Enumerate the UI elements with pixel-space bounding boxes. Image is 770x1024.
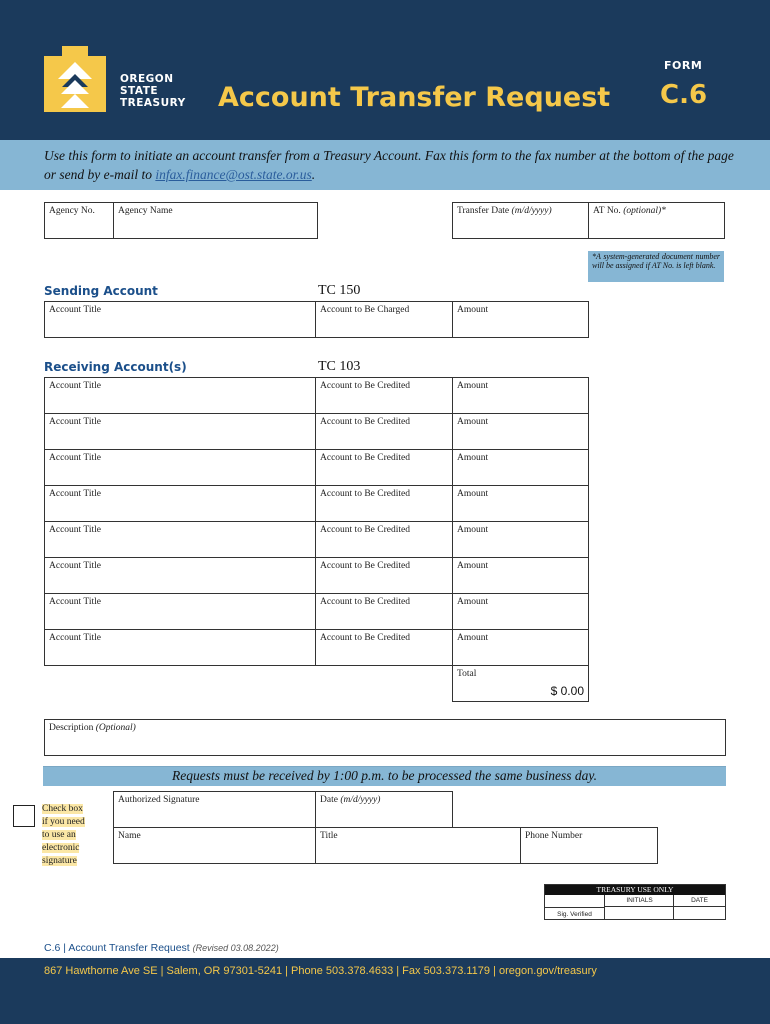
signature-date-field[interactable] [315, 791, 453, 828]
receiving-account-title-field[interactable] [44, 485, 319, 522]
sig-verified-label: Sig. Verified [545, 907, 604, 919]
account-to-be-credited-label: Account to Be Credited [320, 597, 410, 607]
sending-tc-code: TC 150 [318, 283, 361, 298]
receiving-account-title-label: Account Title [49, 633, 101, 643]
receiving-amount-field[interactable] [452, 377, 589, 414]
transfer-date-hint: (m/d/yyyy) [511, 206, 552, 216]
receiving-amount-field[interactable] [452, 413, 589, 450]
authorized-signature-field[interactable] [113, 791, 319, 828]
account-to-be-credited-field[interactable] [315, 449, 453, 486]
account-to-be-credited-label: Account to Be Credited [320, 417, 410, 427]
checkbox-note-text: Check box if you need to use an electronic signature [42, 804, 85, 866]
signature-date-label [320, 795, 380, 805]
receiving-account-title-label: Account Title [49, 561, 101, 571]
receiving-amount-label: Amount [457, 453, 489, 463]
account-to-be-credited-label: Account to Be Credited [320, 381, 410, 391]
transfer-date-label-text: Transfer Date [457, 206, 510, 216]
phone-number-field[interactable] [520, 827, 658, 864]
name-field[interactable] [113, 827, 319, 864]
receiving-account-title-field[interactable] [44, 449, 319, 486]
org-name-line3: TREASURY [120, 97, 186, 109]
org-name-line1: OREGON [120, 73, 174, 85]
agency-no-label: Agency No. [49, 206, 95, 216]
agency-no-field[interactable] [44, 202, 114, 239]
account-to-be-credited-field[interactable] [315, 521, 453, 558]
receiving-amount-label: Amount [457, 525, 489, 535]
account-to-be-credited-field[interactable] [315, 629, 453, 666]
signature-date-label-text: Date [320, 795, 338, 805]
total-value: $ 0.00 [550, 684, 584, 698]
form-label: FORM [664, 59, 703, 72]
transfer-date-field[interactable] [452, 202, 589, 239]
account-to-be-credited-field[interactable] [315, 413, 453, 450]
email-link[interactable]: infax.finance@ost.state.or.us [155, 167, 312, 182]
receiving-amount-label: Amount [457, 417, 489, 427]
total-field[interactable] [452, 665, 589, 702]
treasury-initials-header: INITIALS [604, 895, 674, 907]
revised-date: (Revised 03.08.2022) [192, 943, 279, 953]
account-to-be-charged-label: Account to Be Charged [320, 305, 410, 315]
receiving-account-title-label: Account Title [49, 381, 101, 391]
account-to-be-credited-label: Account to Be Credited [320, 489, 410, 499]
description-label-text: Description [49, 723, 94, 733]
receiving-account-title-field[interactable] [44, 629, 319, 666]
account-to-be-credited-label: Account to Be Credited [320, 561, 410, 571]
sending-account-title-label: Account Title [49, 305, 101, 315]
sending-amount-label: Amount [457, 305, 489, 315]
receiving-amount-label: Amount [457, 633, 489, 643]
account-to-be-credited-label: Account to Be Credited [320, 633, 410, 643]
receiving-amount-label: Amount [457, 381, 489, 391]
description-hint: (Optional) [95, 723, 136, 733]
form-reference-text: C.6 | Account Transfer Request [44, 942, 190, 954]
description-label [49, 723, 136, 733]
receiving-account-title-field[interactable] [44, 521, 319, 558]
title-label: Title [320, 831, 338, 841]
receiving-account-title-label: Account Title [49, 489, 101, 499]
at-no-hint: (optional)* [623, 206, 666, 216]
receiving-account-title-label: Account Title [49, 597, 101, 607]
form-title: Account Transfer Request [218, 82, 611, 113]
total-label: Total [457, 669, 477, 679]
receiving-amount-label: Amount [457, 561, 489, 571]
receiving-amount-field[interactable] [452, 629, 589, 666]
org-name-line2: STATE [120, 85, 159, 97]
intro-text-before: Use this form to initiate an account transfer from a Treasury Account. Fax this form to the fax number at the bottom of the page or send by e-mail to [44, 148, 734, 182]
receiving-account-title-field[interactable] [44, 557, 319, 594]
account-to-be-credited-field[interactable] [315, 485, 453, 522]
intro-text-after: . [311, 167, 316, 182]
receiving-amount-field[interactable] [452, 557, 589, 594]
receiving-account-title-field[interactable] [44, 593, 319, 630]
treasury-date-cell[interactable] [673, 907, 725, 919]
description-field[interactable] [44, 719, 726, 756]
account-to-be-credited-field[interactable] [315, 557, 453, 594]
transfer-date-label [457, 206, 552, 216]
org-name [120, 73, 186, 109]
electronic-signature-checkbox[interactable] [13, 805, 35, 827]
receiving-account-title-field[interactable] [44, 377, 319, 414]
receiving-account-title-label: Account Title [49, 417, 101, 427]
authorized-signature-label: Authorized Signature [118, 795, 200, 805]
receiving-amount-field[interactable] [452, 449, 589, 486]
account-to-be-charged-field[interactable] [315, 301, 453, 338]
title-field[interactable] [315, 827, 521, 864]
receiving-account-title-label: Account Title [49, 525, 101, 535]
account-to-be-credited-field[interactable] [315, 377, 453, 414]
signature-date-hint: (m/d/yyyy) [340, 795, 381, 805]
account-to-be-credited-label: Account to Be Credited [320, 525, 410, 535]
form-number: C.6 [660, 80, 708, 110]
phone-number-label: Phone Number [525, 831, 583, 841]
treasury-initials-cell[interactable] [604, 907, 674, 919]
sending-account-title-field[interactable] [44, 301, 319, 338]
header-banner [0, 0, 770, 140]
account-to-be-credited-label: Account to Be Credited [320, 453, 410, 463]
treasury-use-box [544, 884, 726, 920]
footer-address: 867 Hawthorne Ave SE | Salem, OR 97301-5241 | Phone 503.378.4633 | Fax 503.373.1179 | oregon.gov/treasury [44, 965, 597, 977]
receiving-amount-field[interactable] [452, 485, 589, 522]
account-to-be-credited-field[interactable] [315, 593, 453, 630]
form-reference [44, 942, 279, 954]
agency-name-field[interactable] [113, 202, 318, 239]
at-no-note: *A system-generated document number will be assigned if AT No. is left blank. [588, 251, 724, 282]
receiving-amount-label: Amount [457, 489, 489, 499]
oregon-treasury-logo-icon [44, 46, 106, 112]
sending-amount-field[interactable] [452, 301, 589, 338]
notice-text: Requests must be received by 1:00 p.m. to be processed the same business day. [172, 768, 597, 783]
name-label: Name [118, 831, 141, 841]
receiving-account-title-field[interactable] [44, 413, 319, 450]
receiving-amount-field[interactable] [452, 593, 589, 630]
receiving-account-title-label: Account Title [49, 453, 101, 463]
at-no-label-text: AT No. [593, 206, 621, 216]
receiving-accounts-heading: Receiving Account(s) [44, 360, 187, 374]
treasury-use-heading: TREASURY USE ONLY [545, 885, 725, 895]
sending-account-heading: Sending Account [44, 284, 158, 298]
receiving-tc-code: TC 103 [318, 359, 361, 374]
intro-text [44, 146, 734, 184]
checkbox-note [42, 803, 90, 868]
at-no-label [593, 206, 666, 216]
agency-name-label: Agency Name [118, 206, 173, 216]
receiving-amount-label: Amount [457, 597, 489, 607]
receiving-amount-field[interactable] [452, 521, 589, 558]
treasury-date-header: DATE [673, 895, 725, 907]
at-no-field[interactable] [588, 202, 725, 239]
